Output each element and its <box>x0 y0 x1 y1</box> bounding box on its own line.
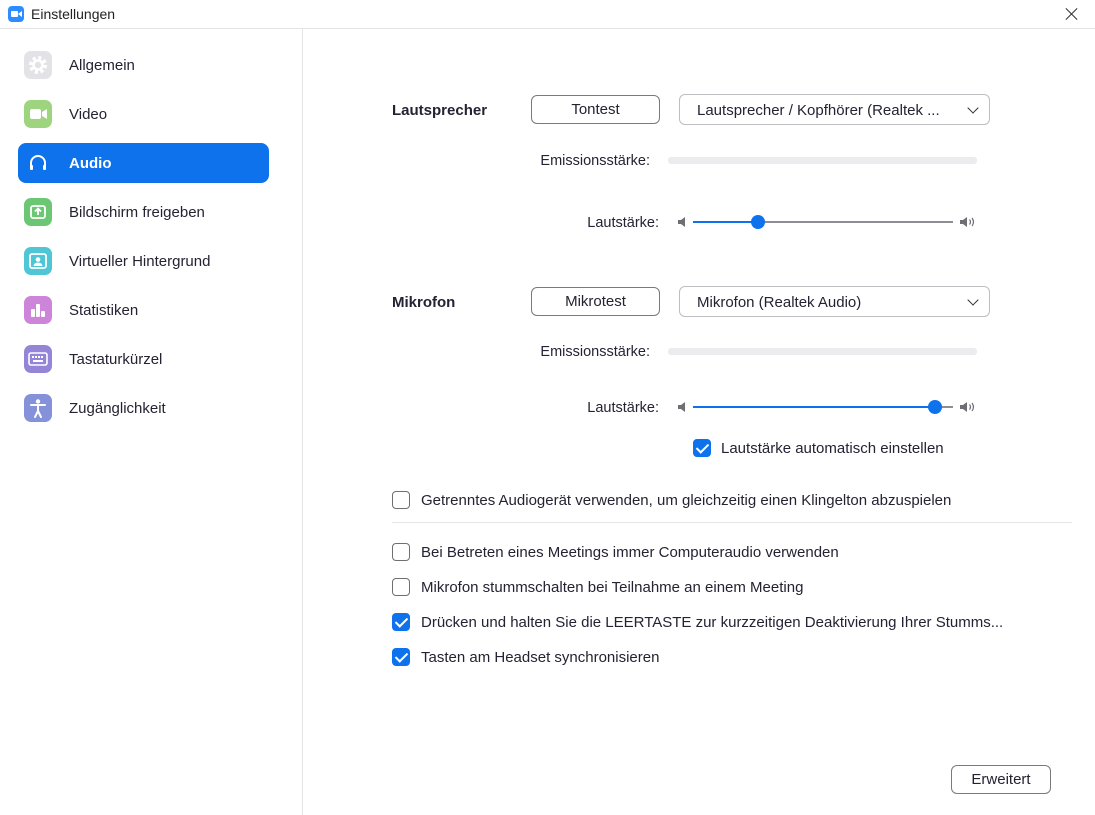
headphones-icon <box>24 149 52 177</box>
push-to-talk-label: Drücken und halten Sie die LEERTASTE zur kurzzeitigen Deaktivierung Ihrer Stumms... <box>421 614 1004 631</box>
microphone-volume-handle[interactable] <box>928 400 942 414</box>
sidebar-item-tastaturkuerzel[interactable]: Tastaturkürzel <box>18 339 269 379</box>
audio-settings-panel <box>304 29 1095 815</box>
close-button[interactable] <box>1049 0 1095 29</box>
sidebar-item-statistiken[interactable]: Statistiken <box>18 290 269 330</box>
microphone-section-label: Mikrofon <box>392 294 456 311</box>
speaker-section-label: Lautsprecher <box>392 102 488 119</box>
speaker-low-icon <box>676 400 690 414</box>
title-bar <box>0 0 1095 29</box>
speaker-output-level-meter <box>668 157 977 164</box>
speaker-volume-slider[interactable] <box>693 215 953 229</box>
microphone-volume-slider[interactable] <box>693 400 953 414</box>
advanced-button[interactable]: Erweitert <box>951 765 1051 794</box>
speaker-high-icon <box>959 215 977 229</box>
speaker-output-level-label: Emissionsstärke: <box>540 153 650 169</box>
sidebar <box>0 29 303 815</box>
sidebar-item-bildschirm-freigeben[interactable]: Bildschirm freigeben <box>18 192 269 232</box>
statistics-icon <box>24 296 52 324</box>
microphone-device-select[interactable]: Mikrofon (Realtek Audio) <box>679 286 990 317</box>
window-title: Einstellungen <box>31 6 116 22</box>
speaker-high-icon <box>959 400 977 414</box>
divider <box>392 522 1072 523</box>
keyboard-icon <box>24 345 52 373</box>
accessibility-icon <box>24 394 52 422</box>
microphone-volume-label: Lautstärke: <box>587 400 659 416</box>
gear-icon <box>24 51 52 79</box>
separate-audio-device-label: Getrenntes Audiogerät verwenden, um gleichzeitig einen Klingelton abzuspielen <box>421 492 952 509</box>
microphone-input-level-label: Emissionsstärke: <box>540 344 650 360</box>
auto-adjust-volume-label: Lautstärke automatisch einstellen <box>721 440 944 457</box>
microphone-input-level-meter <box>668 348 977 355</box>
chevron-down-icon <box>967 102 978 113</box>
sidebar-item-zugaenglichkeit[interactable]: Zugänglichkeit <box>18 388 269 428</box>
sync-headset-buttons-label: Tasten am Headset synchronisieren <box>421 649 660 666</box>
always-computer-audio-checkbox[interactable] <box>392 543 410 561</box>
sidebar-item-allgemein[interactable]: Allgemein <box>18 45 269 85</box>
zoom-app-icon <box>8 6 24 22</box>
share-screen-icon <box>24 198 52 226</box>
sidebar-item-audio[interactable]: Audio <box>18 143 269 183</box>
video-camera-icon <box>24 100 52 128</box>
auto-adjust-volume-checkbox[interactable] <box>693 439 711 457</box>
speaker-volume-handle[interactable] <box>751 215 765 229</box>
chevron-down-icon <box>967 294 978 305</box>
mute-on-join-checkbox[interactable] <box>392 578 410 596</box>
push-to-talk-checkbox[interactable] <box>392 613 410 631</box>
always-computer-audio-label: Bei Betreten eines Meetings immer Computeraudio verwenden <box>421 544 839 561</box>
separate-audio-device-checkbox[interactable] <box>392 491 410 509</box>
speaker-low-icon <box>676 215 690 229</box>
test-speaker-button[interactable]: Tontest <box>531 95 660 124</box>
virtual-background-icon <box>24 247 52 275</box>
test-microphone-button[interactable]: Mikrotest <box>531 287 660 316</box>
sidebar-item-video[interactable]: Video <box>18 94 269 134</box>
sidebar-item-virtueller-hintergrund[interactable]: Virtueller Hintergrund <box>18 241 269 281</box>
speaker-device-select[interactable]: Lautsprecher / Kopfhörer (Realtek ... <box>679 94 990 125</box>
speaker-volume-label: Lautstärke: <box>587 215 659 231</box>
mute-on-join-label: Mikrofon stummschalten bei Teilnahme an einem Meeting <box>421 579 804 596</box>
sync-headset-buttons-checkbox[interactable] <box>392 648 410 666</box>
